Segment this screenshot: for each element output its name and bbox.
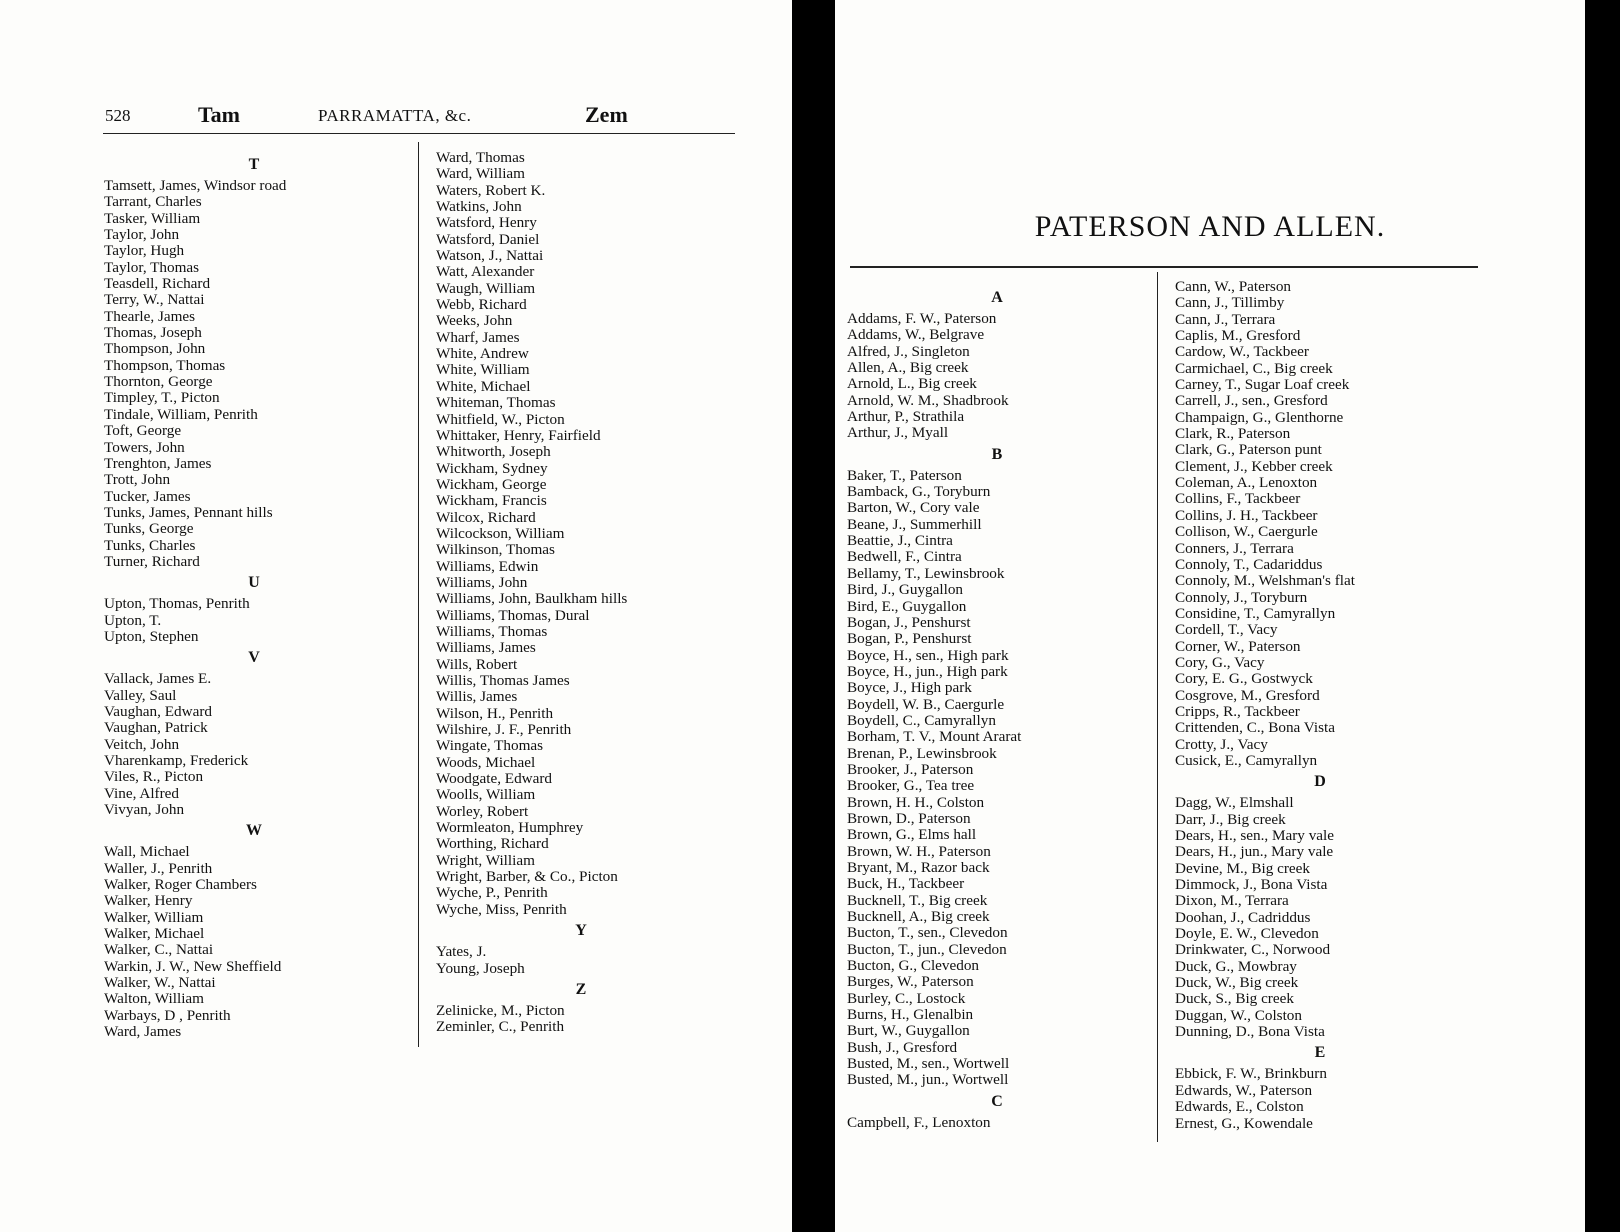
directory-entry: Willis, James (436, 688, 518, 706)
directory-entry: Towers, John (104, 438, 185, 456)
directory-entry: Considine, T., Camyrallyn (1175, 604, 1336, 622)
directory-entry: Bird, J., Guygallon (847, 581, 964, 599)
directory-entry: Walker, W., Nattai (104, 974, 216, 992)
directory-entry: Boydell, C., Camyrallyn (847, 711, 996, 729)
directory-entry: Burt, W., Guygallon (847, 1022, 970, 1040)
directory-entry: Taylor, John (104, 226, 180, 244)
directory-entry: Bedwell, F., Cintra (847, 548, 962, 566)
directory-entry: Boyce, J., High park (847, 679, 972, 697)
directory-entry: Wharf, James (436, 328, 520, 346)
directory-column-2 (436, 150, 726, 1036)
directory-entry: Tasker, William (104, 209, 201, 227)
directory-entry: Burges, W., Paterson (847, 973, 974, 991)
directory-entry: Duck, S., Big creek (1175, 990, 1294, 1008)
directory-entry: Bogan, J., Penshurst (847, 613, 971, 631)
directory-entry: Connoly, T., Cadariddus (1175, 555, 1323, 573)
directory-entry: Duggan, W., Colston (1175, 1006, 1302, 1024)
directory-entry: Busted, M., sen., Wortwell (847, 1055, 1010, 1073)
directory-entry: Bucton, T., jun., Clevedon (847, 940, 1007, 958)
directory-entry: Taylor, Hugh (104, 242, 185, 260)
directory-entry: Walton, William (104, 990, 204, 1008)
directory-entry: Warkin, J. W., New Sheffield (104, 957, 282, 975)
directory-entry: Bamback, G., Toryburn (847, 483, 991, 501)
directory-entry: Trott, John (104, 471, 171, 489)
directory-entry: Thearle, James (104, 307, 196, 325)
directory-entry: Crotty, J., Vacy (1175, 735, 1268, 753)
header-rule (103, 133, 735, 134)
directory-entry: Upton, Stephen (104, 627, 199, 645)
directory-entry: Waugh, William (436, 279, 536, 297)
directory-entry: Vivyan, John (104, 801, 185, 819)
directory-entry: Thomas, Joseph (104, 324, 202, 342)
directory-entry: Collison, W., Caergurle (1175, 523, 1318, 541)
directory-entry: Dears, H., sen., Mary vale (1175, 827, 1334, 844)
directory-entry: Devine, M., Big creek (1175, 859, 1310, 877)
section-letter: A (991, 289, 1003, 306)
directory-entry: Burns, H., Glenalbin (847, 1006, 974, 1024)
directory-entry: Addams, W., Belgrave (847, 326, 985, 344)
directory-entry: Turner, Richard (104, 552, 200, 570)
directory-entry: Williams, Thomas (436, 622, 548, 640)
directory-entry: Zeminler, C., Penrith (436, 1018, 565, 1036)
directory-entry: Teasdell, Richard (104, 275, 211, 293)
directory-entry: Corner, W., Paterson (1175, 637, 1301, 655)
directory-entry: Cordell, T., Vacy (1175, 621, 1278, 639)
directory-entry: Doohan, J., Cadriddus (1175, 908, 1311, 926)
directory-entry: Brown, W. H., Paterson (847, 842, 991, 860)
directory-entry: Bellamy, T., Lewinsbrook (847, 564, 1005, 582)
directory-entry: Wilcockson, William (436, 524, 565, 542)
directory-entry: Carmichael, C., Big creek (1175, 359, 1333, 377)
directory-entry: Woods, Michael (436, 753, 536, 771)
directory-entry: Barton, W., Cory vale (847, 499, 980, 517)
directory-entry: Walker, C., Nattai (104, 941, 214, 959)
directory-entry: Cosgrove, M., Gresford (1175, 686, 1320, 704)
directory-entry: Allen, A., Big creek (847, 359, 969, 377)
directory-entry: Wilcox, Richard (436, 508, 536, 526)
directory-entry: Brown, H. H., Colston (847, 793, 985, 811)
directory-entry: Dimmock, J., Bona Vista (1175, 876, 1328, 894)
directory-entry: Watkins, John (436, 198, 522, 216)
directory-entry: Bucknell, T., Big creek (847, 891, 988, 909)
directory-entry: White, Andrew (436, 345, 529, 363)
directory-entry: Walker, Henry (104, 892, 193, 910)
directory-entry: Woolls, William (436, 786, 536, 804)
directory-entry: Bucknell, A., Big creek (847, 908, 990, 926)
directory-entry: Crittenden, C., Bona Vista (1175, 719, 1335, 737)
directory-entry: Collins, F., Tackbeer (1175, 490, 1301, 508)
directory-entry: Doyle, E. W., Clevedon (1175, 925, 1319, 943)
directory-entry: Alfred, J., Singleton (847, 342, 970, 360)
directory-entry: Vharenkamp, Frederick (104, 752, 249, 769)
directory-entry: Tunks, James, Pennant hills (104, 503, 273, 521)
directory-entry: Upton, Thomas, Penrith (104, 595, 250, 613)
directory-entry: Walker, William (104, 908, 204, 926)
directory-entry: Cann, J., Terrara (1175, 310, 1276, 328)
directory-entry: Wilkinson, Thomas (436, 541, 555, 559)
directory-entry: Carney, T., Sugar Loaf creek (1175, 376, 1350, 394)
directory-entry: Viles, R., Picton (104, 768, 204, 786)
directory-entry: Waller, J., Penrith (104, 859, 213, 877)
directory-entry: Bogan, P., Penshurst (847, 630, 972, 648)
directory-entry: Weeks, John (436, 312, 513, 330)
directory-entry: Cory, G., Vacy (1175, 653, 1265, 671)
directory-entry: Watsford, Daniel (436, 230, 540, 248)
directory-entry: White, Michael (436, 377, 531, 395)
directory-entry: Brown, D., Paterson (847, 809, 971, 827)
directory-entry: Terry, W., Nattai (104, 291, 205, 309)
directory-entry: Upton, T. (104, 611, 162, 629)
directory-entry: Collins, J. H., Tackbeer (1175, 506, 1318, 524)
directory-entry: Wyche, P., Penrith (436, 884, 548, 902)
directory-entry: Yates, J. (436, 943, 487, 961)
directory-entry: Wormleaton, Humphrey (436, 819, 584, 837)
directory-entry: Caplis, M., Gresford (1175, 327, 1301, 345)
directory-entry: Arnold, L., Big creek (847, 375, 977, 393)
directory-entry: Tucker, James (104, 487, 191, 505)
directory-entry: Campbell, F., Lenoxton (847, 1113, 991, 1131)
directory-entry: Boydell, W. B., Caergurle (847, 695, 1005, 713)
directory-entry: Tarrant, Charles (104, 193, 202, 211)
directory-entry: Bucton, T., sen., Clevedon (847, 924, 1008, 942)
directory-entry: Edwards, W., Paterson (1175, 1081, 1313, 1099)
directory-entry: Carrell, J., sen., Gresford (1175, 392, 1328, 410)
directory-entry: Whittaker, Henry, Fairfield (436, 426, 601, 444)
directory-entry: Ernest, G., Kowendale (1175, 1114, 1313, 1132)
section-letter: W (246, 822, 262, 840)
page-number: 528 (105, 106, 131, 125)
directory-entry: Wickham, Sydney (436, 459, 548, 477)
directory-entry: Toft, George (104, 422, 182, 440)
directory-entry: Vallack, James E. (104, 670, 212, 688)
section-letter: D (1314, 773, 1326, 791)
directory-entry: Arthur, J., Myall (847, 424, 949, 442)
directory-entry: Clark, G., Paterson punt (1175, 441, 1322, 459)
section-letter: T (248, 156, 260, 173)
directory-entry: Watsford, Henry (436, 214, 537, 232)
directory-entry: Cann, W., Paterson (1175, 278, 1292, 295)
directory-entry: Williams, Edwin (436, 557, 539, 575)
directory-entry: Connoly, J., Toryburn (1175, 588, 1308, 606)
directory-entry: Zelinicke, M., Picton (436, 1001, 565, 1019)
column-divider (418, 142, 419, 1047)
directory-entry: Boyce, H., jun., High park (847, 662, 1008, 680)
directory-column-1 (104, 152, 404, 1041)
directory-entry: Bucton, G., Clevedon (847, 957, 980, 975)
directory-entry: Borham, T. V., Mount Ararat (847, 728, 1022, 746)
directory-entry: Williams, John (436, 573, 528, 591)
directory-entry: Clement, J., Kebber creek (1175, 457, 1333, 475)
directory-entry: Bryant, M., Razor back (847, 859, 990, 876)
head-right-guide-word: Zem (585, 102, 628, 127)
section-letter: E (1314, 1044, 1326, 1062)
directory-entry: Wills, Robert (436, 655, 518, 673)
head-center-title: PARRAMATTA, &c. (318, 106, 472, 125)
directory-entry: Burley, C., Lostock (847, 989, 966, 1007)
directory-entry: Woodgate, Edward (436, 770, 553, 788)
directory-entry: Cripps, R., Tackbeer (1175, 702, 1300, 720)
directory-entry: Darr, J., Big creek (1175, 810, 1286, 828)
directory-entry: Valley, Saul (104, 686, 177, 704)
directory-entry: Dunning, D., Bona Vista (1175, 1023, 1325, 1041)
directory-entry: Dagg, W., Elmshall (1175, 794, 1294, 812)
section-letter: Y (575, 922, 587, 940)
directory-entry: Champaign, G., Glenthorne (1175, 408, 1344, 426)
directory-entry: Worley, Robert (436, 802, 529, 820)
directory-entry: Watt, Alexander (436, 263, 535, 281)
directory-entry: Cardow, W., Tackbeer (1175, 343, 1309, 361)
directory-entry: Buck, H., Tackbeer (847, 875, 965, 893)
directory-entry: Edwards, E., Colston (1175, 1098, 1304, 1116)
directory-entry: Wall, Michael (104, 843, 190, 861)
head-left-guide-word: Tam (198, 102, 240, 127)
section-title: PATERSON AND ALLEN. (1034, 210, 1386, 243)
directory-entry: Brown, G., Elms hall (847, 826, 977, 844)
directory-entry: Tindale, William, Penrith (104, 405, 258, 423)
directory-entry: Boyce, H., sen., High park (847, 646, 1009, 664)
directory-entry: Willis, Thomas James (436, 672, 570, 689)
directory-entry: Vine, Alfred (104, 784, 180, 802)
directory-entry: Cusick, E., Camyrallyn (1175, 751, 1318, 769)
directory-entry: Waters, Robert K. (436, 181, 546, 199)
directory-entry: Wright, Barber, & Co., Picton (436, 868, 618, 886)
directory-entry: Baker, T., Paterson (847, 466, 962, 484)
right-page (835, 0, 1585, 1232)
directory-entry: Wickham, George (436, 475, 547, 493)
directory-entry: Ward, William (436, 165, 525, 183)
directory-entry: Veitch, John (104, 735, 180, 753)
directory-entry: Thornton, George (104, 373, 213, 391)
directory-entry: Cann, J., Tillimby (1175, 294, 1285, 312)
directory-entry: Whitfield, W., Picton (436, 410, 565, 428)
directory-entry: Whiteman, Thomas (436, 394, 556, 412)
directory-entry: Vaughan, Patrick (104, 719, 208, 737)
directory-entry: Williams, Thomas, Dural (436, 606, 590, 624)
section-letter: B (991, 445, 1003, 463)
directory-entry: Ebbick, F. W., Brinkburn (1175, 1065, 1327, 1083)
section-letter: V (248, 649, 260, 667)
section-letter: Z (575, 980, 587, 998)
directory-entry: White, William (436, 361, 530, 379)
directory-entry: Arthur, P., Strathila (847, 408, 965, 426)
directory-entry: Ward, Thomas (436, 149, 525, 166)
directory-entry: Addams, F. W., Paterson (847, 310, 997, 327)
directory-entry: Walker, Michael (104, 925, 205, 943)
directory-entry: Taylor, Thomas (104, 258, 200, 276)
directory-entry: Duck, G., Mowbray (1175, 957, 1297, 975)
directory-entry: Beattie, J., Cintra (847, 532, 953, 550)
directory-entry: Warbays, D , Penrith (104, 1006, 231, 1024)
section-letter: C (991, 1092, 1003, 1110)
directory-entry: Wright, William (436, 851, 535, 869)
directory-entry: Williams, James (436, 639, 536, 657)
section-letter: U (248, 574, 260, 592)
directory-entry: Whitworth, Joseph (436, 443, 551, 461)
directory-entry: Dixon, M., Terrara (1175, 892, 1289, 910)
directory-entry: Tamsett, James, Windsor road (104, 177, 287, 194)
directory-column-2 (1175, 279, 1465, 1132)
directory-entry: Ward, James (104, 1023, 182, 1041)
directory-entry: Busted, M., jun., Wortwell (847, 1071, 1009, 1089)
directory-entry: Vaughan, Edward (104, 702, 212, 720)
directory-entry: Beane, J., Summerhill (847, 515, 982, 533)
directory-entry: Trenghton, James (104, 454, 212, 472)
directory-entry: Brooker, G., Tea tree (847, 777, 975, 795)
column-divider (1157, 272, 1158, 1142)
directory-entry: Clark, R., Paterson (1175, 425, 1291, 443)
directory-entry: Wickham, Francis (436, 492, 547, 510)
directory-entry: Bird, E., Guygallon (847, 597, 967, 615)
directory-column-1 (847, 285, 1147, 1131)
directory-entry: Arnold, W. M., Shadbrook (847, 391, 1009, 409)
directory-entry: Wingate, Thomas (436, 737, 544, 755)
directory-entry: Duck, W., Big creek (1175, 974, 1299, 992)
directory-entry: Bush, J., Gresford (847, 1038, 958, 1056)
directory-entry: Worthing, Richard (436, 835, 549, 853)
directory-entry: Cory, E. G., Gostwyck (1175, 670, 1313, 688)
directory-entry: Timpley, T., Picton (104, 389, 220, 407)
directory-entry: Watson, J., Nattai (436, 247, 544, 265)
directory-entry: Wyche, Miss, Penrith (436, 900, 567, 918)
title-rule (850, 266, 1478, 268)
directory-entry: Wilson, H., Penrith (436, 704, 554, 722)
directory-entry: Thompson, Thomas (104, 356, 226, 374)
directory-entry: Conners, J., Terrara (1175, 539, 1294, 557)
directory-entry: Walker, Roger Chambers (104, 876, 257, 894)
directory-entry: Wilshire, J. F., Penrith (436, 721, 572, 739)
directory-entry: Coleman, A., Lenoxton (1175, 474, 1318, 492)
left-page (0, 0, 792, 1232)
directory-entry: Dears, H., jun., Mary vale (1175, 843, 1334, 861)
directory-entry: Webb, Richard (436, 296, 527, 314)
directory-entry: Williams, John, Baulkham hills (436, 590, 628, 608)
directory-entry: Drinkwater, C., Norwood (1175, 941, 1331, 959)
directory-entry: Tunks, George (104, 520, 194, 538)
directory-entry: Tunks, Charles (104, 536, 196, 554)
directory-entry: Brenan, P., Lewinsbrook (847, 744, 997, 762)
directory-entry: Thompson, John (104, 340, 206, 358)
directory-entry: Connoly, M., Welshman's flat (1175, 572, 1355, 590)
directory-entry: Brooker, J., Paterson (847, 760, 974, 778)
directory-entry: Young, Joseph (436, 959, 525, 977)
